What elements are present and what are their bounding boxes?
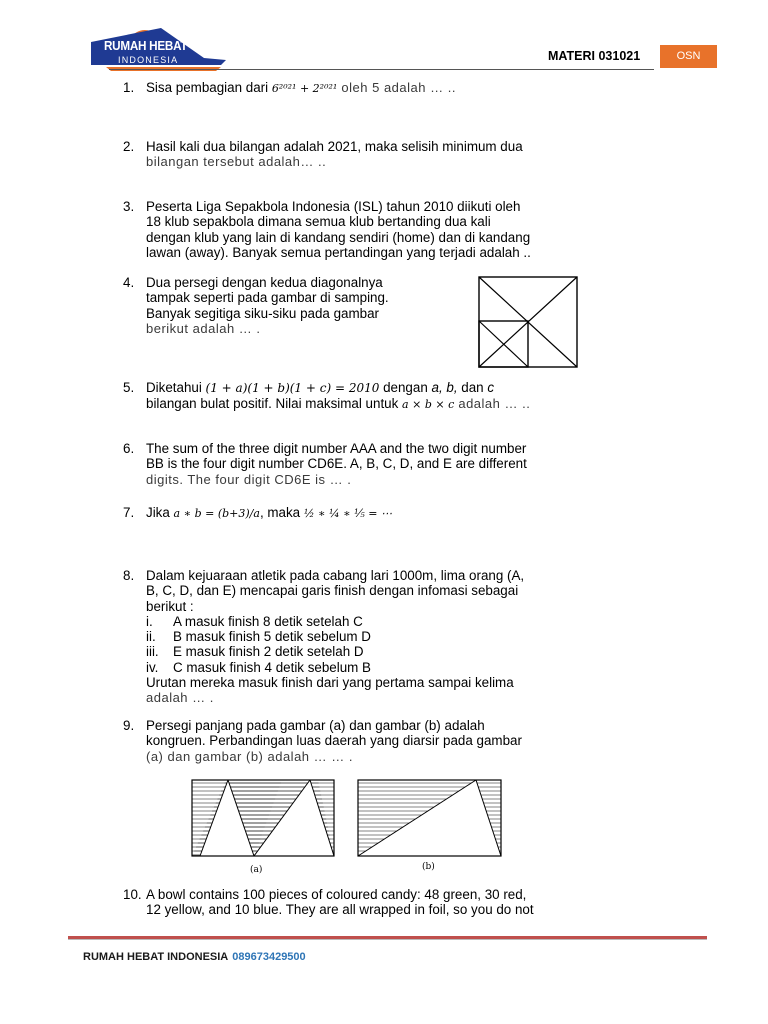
squares-diagonals-figure [478, 276, 578, 368]
figure-a-label: (a) [250, 865, 263, 875]
question-number: 10. [123, 887, 142, 902]
question-number: 9. [123, 718, 135, 733]
figure-b-label: (b) [422, 862, 435, 872]
question-number: 8. [123, 568, 135, 583]
footer [83, 951, 306, 963]
materi-title: MATERI 031021 [548, 49, 641, 63]
math-expression: a ∗ b = (b+3)/a [173, 507, 260, 520]
list-item: ii. B masuk finish 5 detik sebelum D [146, 629, 371, 645]
list-item: iii. E masuk finish 2 detik setelah D [146, 644, 364, 660]
list-item: i. A masuk finish 8 detik setelah C [146, 613, 363, 629]
math-expression: 6²⁰²¹ + 2²⁰²¹ [271, 82, 338, 95]
question-number: 6. [123, 441, 135, 456]
question-number: 1. [123, 80, 135, 95]
list-item: iv. C masuk finish 4 detik sebelum B [146, 659, 371, 675]
osn-badge: OSN [660, 45, 717, 68]
question-number: 7. [123, 505, 135, 520]
question-number: 3. [123, 199, 135, 214]
logo-text-line1: RUMAH HEBAT [104, 38, 188, 53]
footer-phone: 089673429500 [232, 951, 306, 963]
question-number: 5. [123, 380, 135, 395]
header-divider [109, 69, 654, 70]
shaded-rectangles-figure [190, 778, 505, 878]
question-number: 4. [123, 275, 135, 290]
math-expression: ½ ∗ ¼ ∗ ⅕ = ⋯ [303, 507, 392, 520]
footer-divider-shadow [68, 939, 707, 940]
footer-org: RUMAH HEBAT INDONESIA [83, 951, 229, 963]
math-expression: (1 + a)(1 + b)(1 + c) = 2010 [205, 381, 380, 395]
logo-text-line2: INDONESIA [118, 55, 179, 65]
question-number: 2. [123, 139, 135, 154]
math-expression: a × b × c [402, 398, 455, 412]
